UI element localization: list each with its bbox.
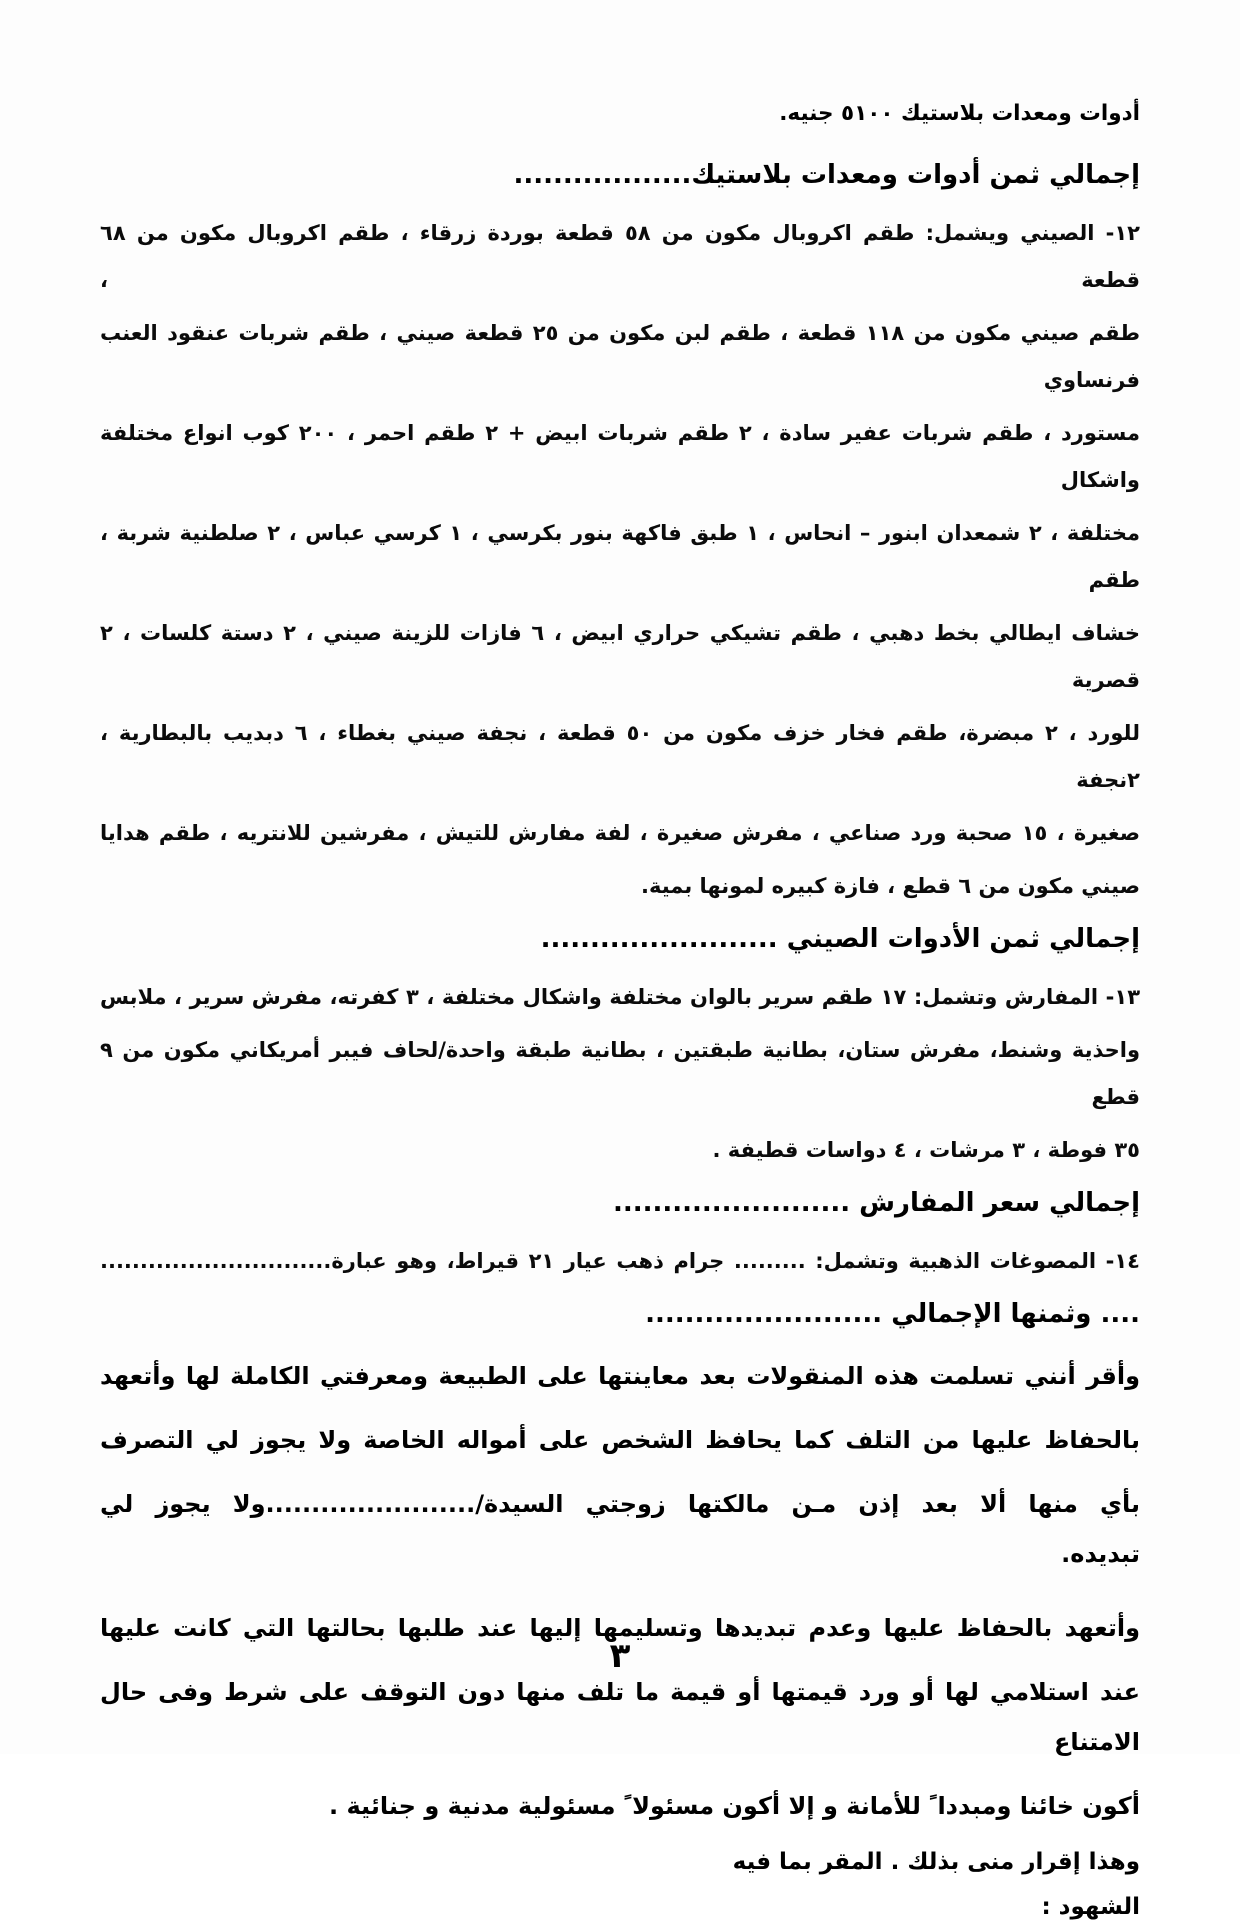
total-gold-heading: .... وثمنها الإجمالي ........................: [645, 1299, 1140, 1329]
spacer: [100, 1579, 1140, 1589]
item-13-block: [100, 974, 1140, 1174]
undertaking-line-2: عند استلامي لها أو ورد قيمتها أو قيمة ما تلف منها دون التوقف على شرط وفى حال الامتناع: [100, 1678, 1140, 1756]
declaration-line-1: وأقر أنني تسلمت هذه المنقولات بعد معاينتها على الطبيعة ومعرفتي الكاملة لها وأتعهد: [100, 1362, 1140, 1390]
plastic-price-text: أدوات ومعدات بلاستيك ٥١٠٠ جنيه.: [779, 101, 1140, 126]
declaration-line-2: بالحفاظ عليها من التلف كما يحافظ الشخص على أمواله الخاصة ولا يجوز لي التصرف: [100, 1426, 1140, 1454]
item-12-line-2: طقم صيني مكون من ١١٨ قطعة ، طقم لبن مكون من ٢٥ قطعة صيني ، طقم شربات عنقود العنب فرنساوي: [100, 321, 1140, 392]
item-14-block: [100, 1238, 1140, 1285]
item-12-line-7: صغيرة ، ١٥ صحبة ورد صناعي ، مفرش صغيرة ، لفة مفارش للتيش ، مفرشين للانتريه ، طقم هدايا: [100, 821, 1140, 845]
total-bedding-heading: إجمالي سعر المفارش ........................: [613, 1188, 1140, 1218]
witnesses-label: الشهود :: [1041, 1894, 1140, 1920]
page-number: ٣: [609, 1636, 631, 1676]
declaration-block: [100, 1351, 1140, 1579]
declaration-line-3: بأي منها ألا بعد إذن مـن مالكتها زوجتي السيدة/.......................ولا يجوز لي: [100, 1490, 1140, 1518]
closing-statement: وهذا إقرار منى بذلك . المقر بما فيه: [732, 1849, 1140, 1875]
item-13-line-3: ٣٥ فوطة ، ٣ مرشات ، ٤ دواسات قطيفة .: [712, 1138, 1140, 1162]
item-12-line-8: صيني مكون من ٦ قطع ، فازة كبيره لمونها بمية.: [640, 874, 1140, 898]
item-12-block: [100, 210, 1140, 910]
plastic-price-line: [100, 92, 1140, 136]
undertaking-line-3: أكون خائنا ومبددا ً للأمانة و إلا أكون مسئولا ً مسئولية مدنية و جنائية .: [329, 1792, 1140, 1820]
item-13-line-1: ١٣- المفارش وتشمل: ١٧ طقم سرير بالوان مختلفة واشكال مختلفة ، ٣ كفرته، مفرش سرير ، ملابس: [100, 985, 1141, 1009]
declaration-tail: تبديده.: [1061, 1540, 1140, 1568]
item-12-line-5: خشاف ايطالي بخط دهبي ، طقم تشيكي حراري ابيض ، ٦ فازات للزينة صيني ، ٢ دستة كلسات ، ٢ قصرية: [100, 621, 1140, 692]
item-14-line-1: ١٤- المصوغات الذهبية وتشمل: ......... جرام ذهب عيار ٢١ قيراط، وهو عبارة.............................: [100, 1249, 1140, 1273]
item-12-line-3: مستورد ، طقم شربات عفير سادة ، ٢ طقم شربات ابيض + ٢ طقم احمر ، ٢٠٠ كوب انواع مختلفة واشكال: [100, 421, 1140, 492]
undertaking-line-1: وأتعهد بالحفاظ عليها وعدم تبديدها وتسليمها إليها عند طلبها بحالتها التي كانت عليها: [100, 1614, 1140, 1642]
item-12-line-6: للورد ، ٢ مبضرة، طقم فخار خزف مكون من ٥٠ قطعة ، نجفة صيني بغطاء ، ٦ دبديب بالبطارية ، ٢نجفة: [100, 721, 1140, 792]
total-plastic-heading: إجمالي ثمن أدوات ومعدات بلاستيك..................: [513, 160, 1140, 190]
item-12-line-1: ١٢- الصيني ويشمل: طقم اكروبال مكون من ٥٨ قطعة بوردة زرقاء ، طقم اكروبال مكون من ٦٨ قطعة ،: [100, 221, 1140, 292]
item-12-line-4: مختلفة ، ٢ شمعدان ابنور – انحاس ، ١ طبق فاكهة بنور بكرسي ، ١ كرسي عباس ، ٢ صلطنية شربة ، طقم: [100, 521, 1140, 592]
total-chinaware-heading: إجمالي ثمن الأدوات الصيني ........................: [540, 924, 1140, 954]
item-13-line-2: واحذية وشنط، مفرش ستان، بطانية طبقتين ، بطانية طبقة واحدة/لحاف فيبر أمريكاني مكون من ٩ قطع: [100, 1038, 1140, 1109]
